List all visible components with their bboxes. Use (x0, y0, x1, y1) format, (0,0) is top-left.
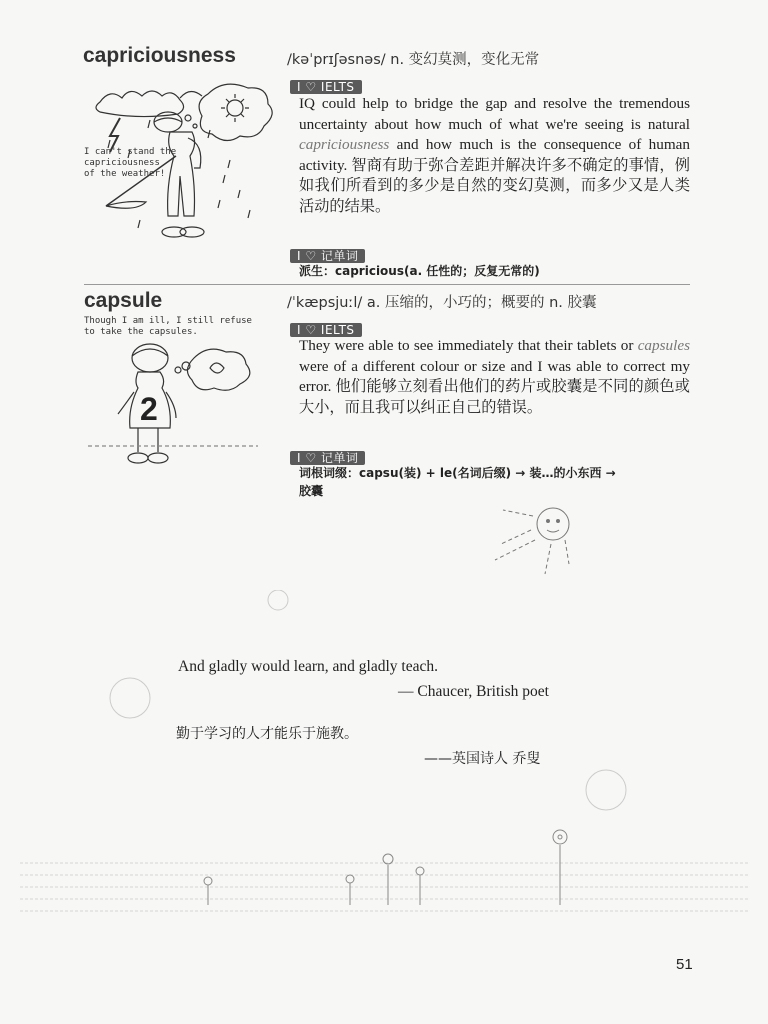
quote-chinese: 勤于学习的人才能乐于施教。 (176, 726, 358, 742)
phonetic-capriciousness: /kəˈprɪʃəsnəs/ n. 变幻莫测，变化无常 (287, 52, 540, 68)
headword-capriciousness: capriciousness (83, 44, 236, 67)
sun-doodle (455, 500, 595, 590)
phonetic-capsule: /ˈkæpsjuːl/ a. 压缩的，小巧的；概要的 n. 胶囊 (287, 295, 597, 311)
etymology-line: 词根词缀：capsu(装) + le(名词后缀) → 装…的小东西 → (299, 466, 616, 480)
thought-bubble (187, 349, 249, 390)
caption-line: Though I am ill, I still refuse (84, 316, 252, 326)
illustration-caption-2 (84, 316, 284, 338)
page-number: 51 (676, 956, 693, 973)
etymology-line: 胶囊 (299, 484, 324, 498)
example-text: IQ could help to bridge the gap and resolve the tremendous uncertainty about how much of what we're seeing is natural (299, 95, 690, 133)
example-text: They were able to see immediately that their tablets or (299, 337, 638, 354)
ielts-badge-label: I ♡ IELTS (290, 323, 362, 337)
section-divider (84, 284, 690, 285)
etymology-note (299, 464, 616, 500)
ielts-badge (290, 76, 362, 95)
ielts-badge-label: I ♡ IELTS (290, 80, 362, 94)
caption-line: of the weather! (84, 169, 166, 179)
caption-line: capriciousness (84, 158, 160, 168)
example-keyword: capriciousness (299, 136, 390, 153)
caption-line: I can't stand the (84, 147, 177, 157)
example-capsule (299, 336, 690, 418)
bubble-decorations (100, 590, 660, 820)
headword-capsule: capsule (84, 289, 163, 312)
caption-line: to take the capsules. (84, 327, 198, 337)
quote-english-author: — Chaucer, British poet (398, 683, 549, 700)
example-keyword: capsules (637, 337, 690, 354)
quote-english: And gladly would learn, and gladly teach. (178, 658, 438, 675)
svg-text:2: 2 (140, 391, 158, 427)
quote-chinese-author: ——英国诗人 乔叟 (424, 751, 541, 767)
illustration-sick-boy (88, 336, 268, 471)
meadow-decoration (20, 825, 748, 920)
illustration-caption-1 (84, 147, 184, 180)
example-text: were of a different colour or size and I was able to correct my error. 他们能够立刻看出他们的药片或胶囊是不同的颜色或大小，而且我可以纠正自己的错误。 (299, 357, 690, 416)
example-capriciousness (299, 94, 690, 217)
memo-badge-label: I ♡ 记单词 (290, 249, 365, 263)
memo-badge-label: I ♡ 记单词 (290, 451, 365, 465)
derivation-note: 派生：capricious(a. 任性的；反复无常的) (299, 264, 540, 278)
example-text: and how much is the consequence of human activity. 智商有助于弥合差距并解决许多不确定的事情，例如我们所看到的多少是自然的变幻莫测，而多少又是人类活动的结果。 (299, 136, 690, 215)
